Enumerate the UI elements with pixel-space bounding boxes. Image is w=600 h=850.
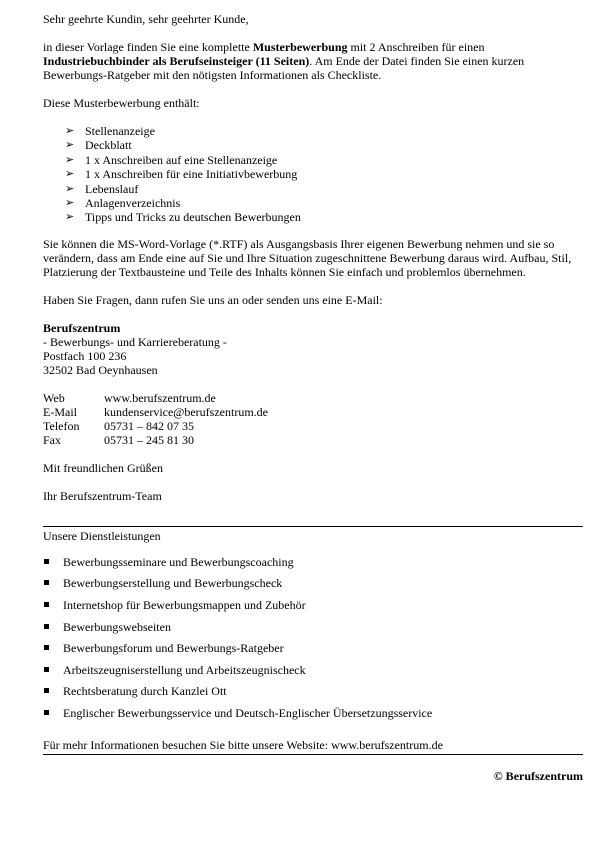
square-bullet-icon	[44, 580, 49, 585]
intro-paragraph	[43, 40, 583, 82]
arrow-bullet-icon: ➢	[65, 168, 75, 181]
arrow-bullet-icon: ➢	[65, 211, 75, 224]
contents-item	[65, 138, 583, 152]
closing: Mit freundlichen Grüßen	[43, 460, 163, 475]
service-item-label: Bewerbungsforum und Bewerbungs-Ratgeber	[63, 641, 284, 656]
email-link[interactable]: kundenservice@berufszentrum.de	[104, 404, 268, 419]
contents-item-label: Tipps und Tricks zu deutschen Bewerbungen	[85, 210, 301, 225]
company-name: Berufszentrum	[43, 320, 121, 335]
service-item-label: Bewerbungsseminare und Bewerbungscoaching	[63, 554, 294, 569]
contents-item-label: Stellenanzeige	[85, 124, 155, 138]
square-bullet-icon	[44, 602, 49, 607]
website-note: Für mehr Informationen besuchen Sie bitte unsere Website: www.berufszentrum.de	[43, 737, 443, 752]
contents-item	[65, 124, 583, 138]
service-item	[43, 620, 583, 642]
service-item	[43, 684, 583, 706]
contact-label: Fax	[43, 432, 61, 447]
footer-divider	[43, 754, 583, 755]
service-item	[43, 641, 583, 663]
contact-label: Telefon	[43, 418, 80, 433]
service-item	[43, 598, 583, 620]
copyright: © Berufszentrum	[493, 768, 583, 783]
intro-text-2: mit 2 Anschreiben für einen	[347, 40, 485, 54]
service-item-label: Internetshop für Bewerbungsmappen und Zubehör	[63, 598, 306, 613]
intro-bold-2: Industriebuchbinder als Berufseinsteiger (11 Seiten)	[43, 54, 310, 68]
service-item	[43, 706, 583, 728]
contents-heading: Diese Musterbewerbung enthält:	[43, 96, 200, 110]
arrow-bullet-icon: ➢	[65, 125, 75, 137]
contents-list	[43, 124, 583, 225]
contact-label: Web	[43, 390, 65, 405]
intro-bold-1: Musterbewerbung	[252, 40, 348, 54]
contents-item-label: Lebenslauf	[85, 181, 139, 196]
services-list	[43, 555, 583, 728]
usage-paragraph: Sie können die MS-Word-Vorlage (*.RTF) als Ausgangsbasis Ihrer eigenen Bewerbung nehmen und sie so verändern, dass am Ende eine auf Sie und Ihre Situation zugeschnittene Bewerbung daraus wird. Aufbau, Stil, Platzierung der Textbausteine und Teile des Inhalts können Sie einfach und problemlos übernehmen.	[43, 236, 572, 279]
signature: Ihr Berufszentrum-Team	[43, 488, 162, 503]
contact-row	[43, 419, 268, 433]
fax-number: 05731 – 245 81 30	[104, 432, 194, 447]
square-bullet-icon	[44, 667, 49, 672]
greeting: Sehr geehrte Kundin, sehr geehrter Kunde,	[43, 12, 249, 26]
contact-row	[43, 433, 268, 447]
square-bullet-icon	[44, 710, 49, 715]
contents-item-label: 1 x Anschreiben auf eine Stellenanzeige	[85, 152, 278, 167]
website-link[interactable]: www.berufszentrum.de	[104, 390, 216, 405]
square-bullet-icon	[44, 624, 49, 629]
service-item	[43, 576, 583, 598]
service-item	[43, 555, 583, 577]
contents-item	[65, 210, 583, 224]
arrow-bullet-icon: ➢	[65, 197, 75, 210]
square-bullet-icon	[44, 645, 49, 650]
intro-text-1: in dieser Vorlage finden Sie eine komplette	[43, 40, 253, 54]
service-item	[43, 663, 583, 685]
company-address	[43, 321, 583, 377]
service-item-label: Rechtsberatung durch Kanzlei Ott	[63, 684, 227, 699]
questions-paragraph: Haben Sie Fragen, dann rufen Sie uns an oder senden uns eine E-Mail:	[43, 292, 383, 307]
square-bullet-icon	[44, 559, 49, 564]
service-item-label: Englischer Bewerbungsservice und Deutsch-Englischer Übersetzungsservice	[63, 706, 433, 720]
contents-item	[65, 182, 583, 196]
contents-item	[65, 153, 583, 167]
contact-table	[43, 391, 268, 447]
phone-number: 05731 – 842 07 35	[104, 418, 194, 433]
contents-item	[65, 196, 583, 210]
square-bullet-icon	[44, 688, 49, 693]
company-city: 32502 Bad Oeynhausen	[43, 362, 158, 377]
contents-item-label: Anlagenverzeichnis	[85, 196, 181, 211]
arrow-bullet-icon: ➢	[65, 139, 75, 152]
contents-item-label: Deckblatt	[85, 138, 132, 153]
company-postbox: Postfach 100 236	[43, 348, 127, 363]
services-heading: Unsere Dienstleistungen	[43, 528, 161, 543]
service-item-label: Bewerbungserstellung und Bewerbungscheck	[63, 576, 283, 591]
arrow-bullet-icon: ➢	[65, 182, 75, 195]
arrow-bullet-icon: ➢	[65, 153, 75, 166]
contact-row	[43, 405, 268, 419]
contents-item	[65, 167, 583, 181]
divider	[43, 526, 583, 527]
contact-label: E-Mail	[43, 404, 77, 419]
document-page	[43, 12, 583, 783]
contact-row	[43, 391, 268, 405]
service-item-label: Bewerbungswebseiten	[63, 619, 171, 634]
intro-text-3: . Am Ende der Datei finden Sie einen kurzen Bewerbungs-Ratgeber mit den nötigsten Informationen als Checkliste.	[43, 54, 525, 82]
contents-item-label: 1 x Anschreiben für eine Initiativbewerbung	[85, 167, 298, 182]
service-item-label: Arbeitszeugniserstellung und Arbeitszeugnischeck	[63, 662, 306, 677]
company-tagline: - Bewerbungs- und Karriereberatung -	[43, 334, 227, 349]
